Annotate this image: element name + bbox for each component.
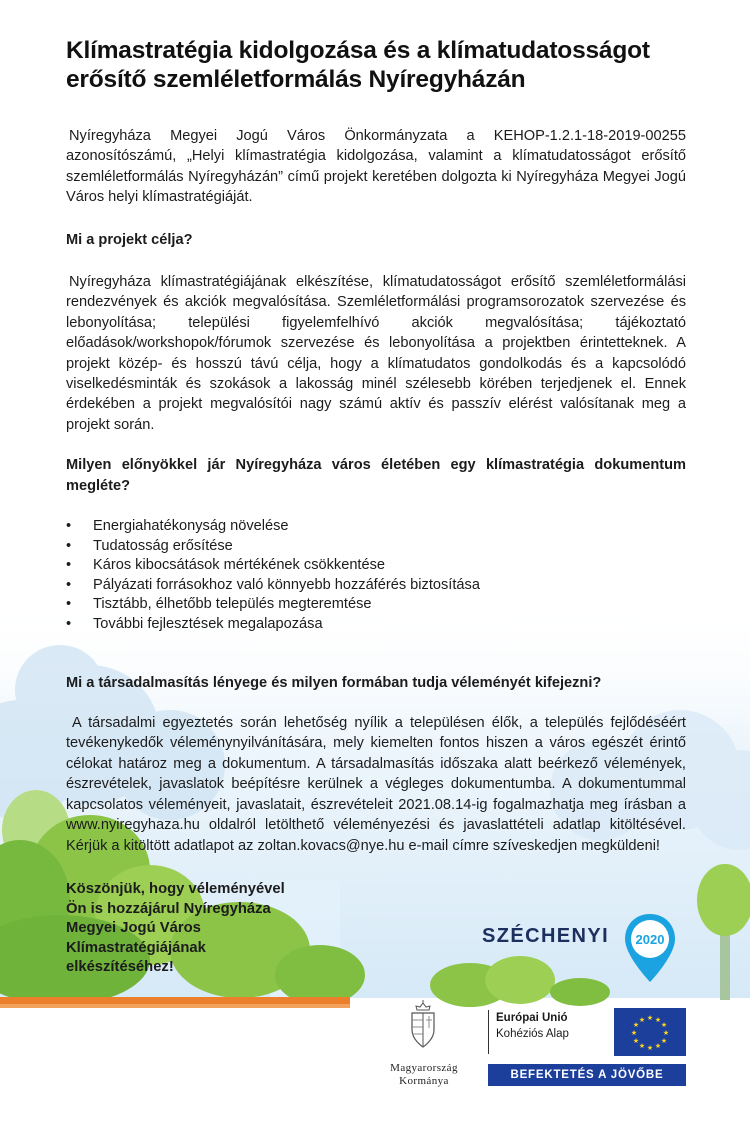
- list-item: • Káros kibocsátások mértékének csökkentése: [66, 556, 686, 576]
- eu-logo-text: Európai Unió Kohéziós Alap: [488, 1010, 598, 1054]
- list-item: • Tisztább, élhetőbb település megteremtése: [66, 595, 686, 615]
- intro-paragraph: Nyíregyháza Megyei Jogú Város Önkormányzata a KEHOP-1.2.1-18-2019-00255 azonosítószámú, „Helyi klímastratégia kidolgozása, valamint a klímatudatosságot erősítő szemléletformálás Nyíregyházán” című projekt keretében dolgozta ki Nyíregyháza Megyei Jogú Város helyi klímastratégiáját.: [66, 128, 686, 206]
- section-heading-benefits: Milyen előnyökkel jár Nyíregyháza város életében egy klímastratégia dokumentum megléte?: [66, 457, 686, 494]
- svg-text:★: ★: [660, 1021, 668, 1029]
- svg-text:★: ★: [638, 1042, 646, 1050]
- section-heading-goal: Mi a projekt célja?: [66, 231, 193, 248]
- thanks-message: Köszönjük, hogy véleményével Ön is hozzájárul Nyíregyháza Megyei Jogú Város Klímastratégiájának elkészítéséhez!: [66, 881, 285, 975]
- svg-text:★: ★: [662, 1029, 670, 1037]
- ground-strip: [0, 997, 350, 1004]
- bullet-icon: •: [66, 518, 72, 535]
- document-body: [66, 36, 686, 856]
- svg-text:★: ★: [638, 1016, 646, 1024]
- szechenyi-logo-text: SZÉCHENYI: [482, 925, 610, 947]
- eu-flag-icon: [614, 1008, 686, 1056]
- bullet-icon: •: [66, 596, 72, 613]
- section-heading-consultation: Mi a társadalmasítás lényege és milyen formában tudja véleményét kifejezni?: [66, 674, 602, 691]
- svg-text:★: ★: [632, 1021, 640, 1029]
- invest-in-future-banner: BEFEKTETÉS A JÖVŐBE: [488, 1064, 686, 1086]
- svg-text:★: ★: [654, 1042, 662, 1050]
- svg-text:★: ★: [646, 1044, 654, 1052]
- goal-paragraph: Nyíregyháza klímastratégiájának elkészítése, klímatudatosságot erősítő szemléletformálási rendezvények és akciók megvalósítása. Szemléletformálási programsorozatok szervezése és lebonyolítása; települési figyelemfelhívó akciók megvalósítása; tájékoztató előadások/workshopok/fórumok szervezése és lebonyolítása a projektben érintetteknek. A projekt közép- és hosszú távú célja, hogy a klímatudatos gondolkodás és a kapcsolódó viselkedésminták és szokások a lakosság minél szélesebb körében terjedjenek el. Ennek érdekében a projekt megvalósítói nagy számú aktív és passzív elérést valósítanak meg a projekt során.: [66, 274, 686, 433]
- bullet-icon: •: [66, 616, 72, 633]
- list-item: • Energiahatékonyság növelése: [66, 517, 686, 537]
- szechenyi-pin-icon: [622, 912, 678, 984]
- benefits-list: [66, 517, 686, 635]
- coat-of-arms-icon: [408, 1000, 438, 1050]
- svg-text:★: ★: [654, 1016, 662, 1024]
- page-title: Klímastratégia kidolgozása és a klímatudatosságot erősítő szemléletformálás Nyíregyházán: [66, 37, 650, 93]
- government-logo-text: Magyarország Kormánya: [390, 1062, 458, 1087]
- consultation-paragraph: A társadalmi egyeztetés során lehetőség nyílik a településen élők, a település fejlődéséért tevékenykedők véleménynyilvánítására, mely kiemelten fontos hiszen a város egészét érintő célokat határoz meg a dokumentum. A társadalmasítás időszaka alatt beérkező vélemények, észrevételek, javaslatok beépítésre kerülnek a végleges dokumentumba. A dokumentummal kapcsolatos véleményeit, javaslatait, észrevételeit 2021.08.14-ig fogalmazhatja meg írásban a www.nyiregyhaza.hu oldalról letölthető véleményezési és javaslattételi adatlap kitöltésével. Kérjük a kitöltött adatlapot az zoltan.kovacs@nye.hu e-mail címre szíveskedjen megküldeni!: [66, 715, 686, 854]
- svg-text:★: ★: [660, 1037, 668, 1045]
- szechenyi-year: 2020: [635, 932, 665, 947]
- svg-text:★: ★: [630, 1029, 638, 1037]
- bullet-icon: •: [66, 537, 72, 554]
- list-item: • Tudatosság erősítése: [66, 537, 686, 557]
- bullet-icon: •: [66, 576, 72, 593]
- list-item: • Pályázati forrásokhoz való könnyebb hozzáférés biztosítása: [66, 576, 686, 596]
- bullet-icon: •: [66, 557, 72, 574]
- list-item: • További fejlesztések megalapozása: [66, 615, 686, 635]
- ground-strip-2: [0, 1004, 350, 1008]
- svg-text:★: ★: [646, 1014, 654, 1022]
- svg-text:★: ★: [632, 1037, 640, 1045]
